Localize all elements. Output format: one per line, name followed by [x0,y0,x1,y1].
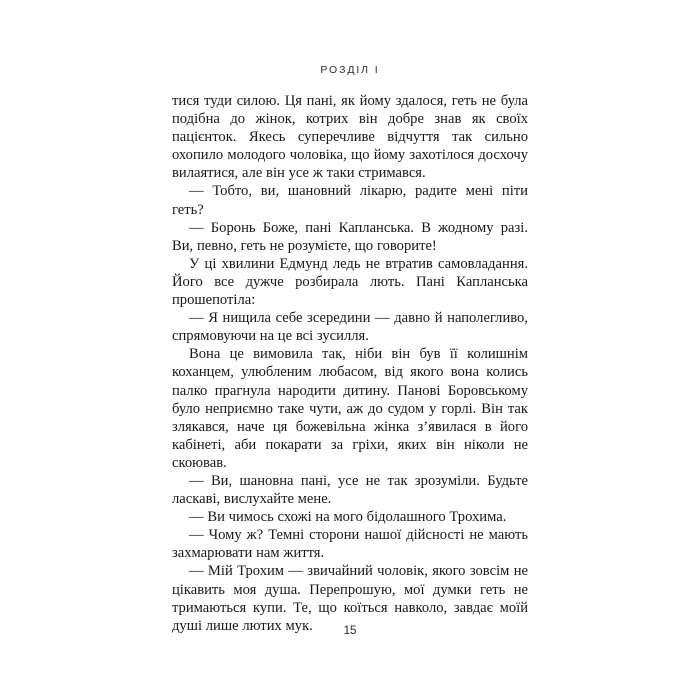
paragraph: У ці хвилини Едмунд ледь не втратив самовладання. Його все дужче розбирала лють. Пані Капланська прошепотіла: [172,255,528,309]
paragraph: — Мій Трохим — звичайний чоловік, якого зовсім не цікавить моя душа. Перепрошую, мої думки геть не тримаються купи. Те, що коїться навколо, завдає моїй душі лише лютих мук. [172,563,528,634]
paragraph: — Ви, шановна пані, усе не так зрозуміли. Будьте ласкаві, вислухайте мене. [172,472,528,508]
paragraph: — Ви чимось схожі на мого бідолашного Трохима. [189,509,507,526]
paragraph: — Чому ж? Темні сторони нашої дійсності не мають захмарювати нам життя. [172,527,528,562]
paragraph: — Боронь Боже, пані Капланська. В жодному разі. Ви, певно, геть не розумієте, що говорите! [172,219,528,254]
paragraph: — Я нищила себе зсередини — давно й наполегливо, спрямовуючи на це всі зусилля. [172,310,528,345]
text-column [172,92,528,635]
paragraph: тися туди силою. Ця пані, як йому здалося, геть не була подібна до жінок, котрих він добре знав як своїх пацієнток. Якесь суперечливе відчуття так сильно охопило молодого чоловіка, що йому захотілося досхочу вилаятися, але він усе ж таки стримався. [172,93,528,182]
paragraph: — Тобто, ви, шановний лікарю, радите мені піти геть? [172,183,528,218]
running-head: РОЗДІЛ I [320,64,380,76]
paragraph: Вона це вимовила так, ніби він був її колишнім коханцем, улюбленим любасом, від якого вона колись палко прагнула народити дитину. Панові Боровському було неприємно таке чути, аж до судом у горлі. Він так злякався, наче ця божевільна жінка з’явилася в його кабінеті, аби покарати за гріхи, яких він ніколи не скоював. [172,346,528,471]
page-number: 15 [343,625,357,637]
